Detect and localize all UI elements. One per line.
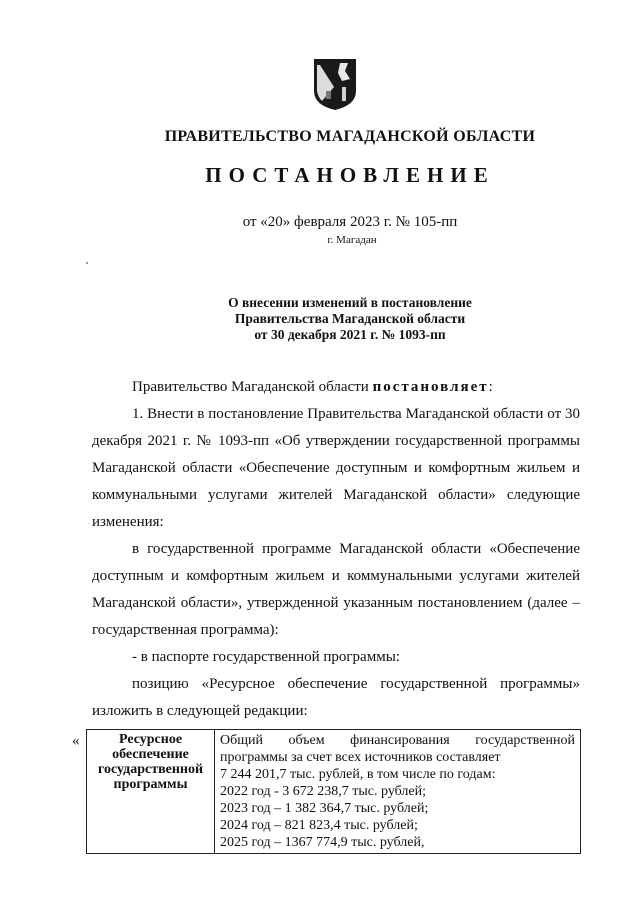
resource-table: [86, 729, 581, 854]
paragraph-3: - в паспорте государственной программы:: [132, 649, 400, 665]
title-line: О внесении изменений в постановление: [228, 295, 472, 310]
resource-line: 2023 год – 1 382 364,7 тыс. рублей;: [220, 801, 429, 816]
government-name: ПРАВИТЕЛЬСТВО МАГАДАНСКОЙ ОБЛАСТИ: [164, 128, 536, 145]
resource-line: 2024 год – 821 823,4 тыс. рублей;: [220, 818, 418, 833]
decree-title: [30, 295, 640, 343]
paragraph-1: 1. Внести в постановление Правительства Магаданской области от 30 декабря 2021 г. № 1093-пп «Об утверждении государственной программы Магаданской области «Обеспечение доступным и комфортным жильем и коммунальными услугами жителей Магаданской области» следующие изменения:: [92, 406, 580, 530]
scan-dot: [86, 262, 88, 264]
intro-paragraph: Правительство Магаданской области постановляет:: [132, 379, 493, 395]
document-type: ПОСТАНОВЛЕНИЕ: [205, 163, 495, 187]
resource-line: программы за счет всех источников составляет: [220, 750, 501, 765]
resource-line: Общий объем финансирования государственной: [220, 733, 575, 748]
paragraph-4: позицию «Ресурсное обеспечение государственной программы» изложить в следующей редакции:: [92, 676, 580, 719]
paragraph-2: в государственной программе Магаданской области «Обеспечение доступным и комфортным жильем и коммунальными услугами жителей Магаданской области», утвержденной указанным постановлением (далее – государственная программа):: [92, 541, 580, 638]
table-row: [87, 730, 581, 854]
title-line: Правительства Магаданской области: [234, 311, 466, 326]
decree-date-number: от «20» февраля 2023 г. № 105-пп: [242, 214, 458, 230]
magadan-coat-of-arms-icon: [312, 57, 358, 111]
decree-city: г. Магадан: [327, 234, 377, 246]
title-line: от 30 декабря 2021 г. № 1093-пп: [254, 327, 446, 342]
resource-line: 2025 год – 1367 774,9 тыс. рублей,: [220, 835, 425, 850]
resource-label: Ресурсное обеспечение государственной программы: [87, 730, 215, 854]
resource-line: 2022 год - 3 672 238,7 тыс. рублей;: [220, 784, 427, 799]
resource-text: [215, 730, 581, 854]
resolves-word: постановляет: [372, 379, 489, 395]
resource-line: 7 244 201,7 тыс. рублей, в том числе по годам:: [220, 767, 496, 782]
opening-quote: «: [72, 733, 80, 749]
